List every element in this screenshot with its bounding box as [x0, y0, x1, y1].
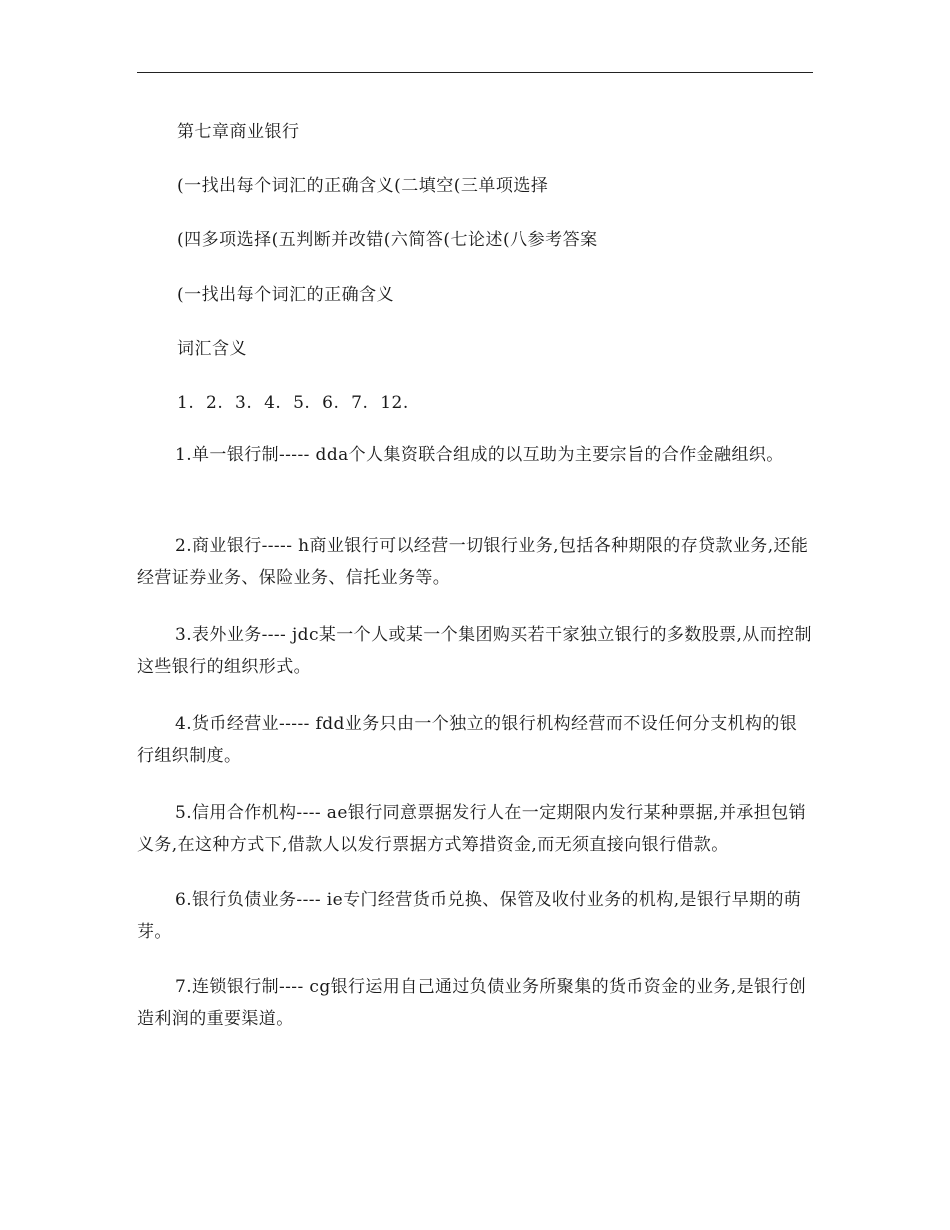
section-heading: (一找出每个词汇的正确含义 — [177, 285, 395, 305]
chapter-title: 第七章商业银行 — [177, 122, 300, 142]
column-heading: 词汇含义 — [177, 339, 247, 359]
toc-line-1: (一找出每个词汇的正确含义(二填空(三单项选择 — [177, 176, 549, 196]
item-text: 7.连锁银行制---- cg银行运用自己通过负债业务所聚集的货币资金的业务,是银行创造利润的重要渠道。 — [137, 977, 807, 1029]
item-text: 5.信用合作机构---- ae银行同意票据发行人在一定期限内发行某种票据,并承担包销义务,在这种方式下,借款人以发行票据方式筹措资金,而无须直接向银行借款。 — [137, 803, 806, 855]
item-text: 4.货币经营业----- fdd业务只由一个独立的银行机构经营而不设任何分支机构的银行组织制度。 — [137, 714, 798, 766]
toc-line-2: (四多项选择(五判断并改错(六简答(七论述(八参考答案 — [177, 230, 598, 250]
list-item — [137, 439, 813, 471]
item-text: 3.表外业务---- jdc某一个人或某一个集团购买若干家独立银行的多数股票,从而控制这些银行的组织形式。 — [137, 625, 812, 677]
item-text: 1.单一银行制----- dda个人集资联合组成的以互助为主要宗旨的合作金融组织。 — [175, 445, 784, 465]
item-text: 2.商业银行----- h商业银行可以经营一切银行业务,包括各种期限的存贷款业务,还能经营证券业务、保险业务、信托业务等。 — [137, 536, 809, 588]
list-item — [137, 884, 813, 948]
list-item — [137, 619, 813, 683]
number-row: 1. 2. 3. 4. 5. 6. 7. 12. — [177, 393, 409, 413]
list-item — [137, 530, 813, 594]
list-item — [137, 797, 813, 861]
item-text: 6.银行负债业务---- ie专门经营货币兑换、保管及收付业务的机构,是银行早期的萌芽。 — [137, 890, 802, 942]
header-rule — [137, 72, 813, 73]
list-item — [137, 708, 813, 772]
list-item — [137, 971, 813, 1035]
